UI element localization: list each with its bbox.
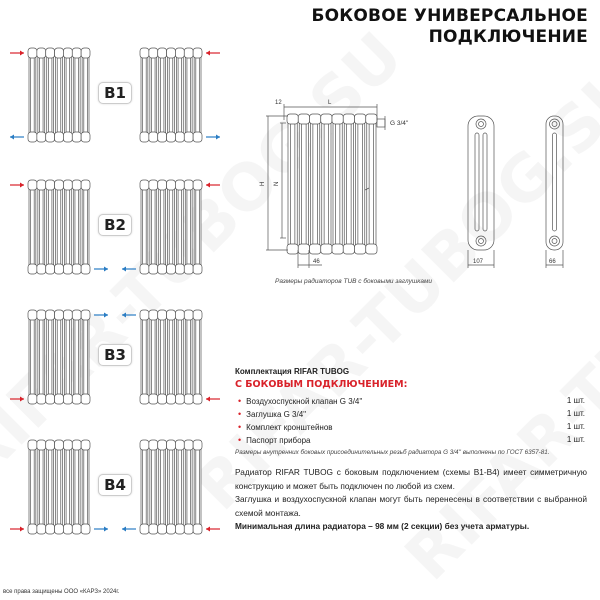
kit-section (235, 367, 585, 456)
radiator-left (28, 180, 90, 274)
kit-subheading: С БОКОВЫМ ПОДКЛЮЧЕНИЕМ: (235, 379, 408, 390)
supply-arrow-icon (10, 397, 24, 402)
description (235, 466, 587, 534)
dim-66: 66 (549, 259, 556, 265)
copyright-footer: все права защищены ООО «КАРЗ» 2024г. (3, 589, 120, 595)
scheme-label: B4 (98, 474, 132, 496)
kit-item-label: Заглушка G 3/4'' (246, 409, 307, 419)
supply-arrow-icon (10, 183, 24, 188)
scheme-label: B2 (98, 214, 132, 236)
kit-note: Размеры внутренних боковых присоединительных резьб радиатора G 3/4'' выполнены по ГОСТ 6357-81. (235, 449, 550, 456)
supply-arrow-icon (206, 183, 220, 188)
dim-107: 107 (473, 259, 484, 265)
kit-item (235, 420, 585, 433)
kit-item-name (238, 435, 310, 445)
supply-arrow-icon (206, 527, 220, 532)
return-arrow-icon (122, 313, 136, 318)
bullet-icon: • (238, 408, 242, 419)
return-arrow-icon (94, 527, 108, 532)
return-arrow-icon (94, 313, 108, 318)
radiator-right (140, 440, 202, 534)
side-view-107 (468, 116, 494, 268)
dim-h: H (260, 181, 266, 186)
kit-item (235, 394, 585, 407)
description-p2: Заглушка и воздухоспускной клапан могут быть перенесены в соответствии с выбранной схемой монтажа. (235, 494, 587, 518)
kit-item-name (238, 409, 306, 419)
return-arrow-icon (122, 267, 136, 272)
return-arrow-icon (122, 527, 136, 532)
radiator-right (140, 310, 202, 404)
kit-item (235, 407, 585, 420)
kit-list (235, 394, 585, 446)
dim-12: 12 (275, 100, 282, 106)
bullet-icon: • (238, 395, 242, 406)
radiator-left (28, 48, 90, 142)
supply-arrow-icon (206, 51, 220, 56)
title-line: ПОДКЛЮЧЕНИЕ (428, 27, 588, 47)
kit-item (235, 433, 585, 446)
front-view (266, 104, 385, 268)
scheme-label: B3 (98, 344, 132, 366)
side-view-66 (546, 116, 563, 268)
kit-item-name (238, 396, 362, 406)
kit-heading: Комплектация RIFAR TUBOG (235, 367, 350, 376)
kit-item-qty: 1 шт. (566, 396, 585, 405)
supply-arrow-icon (206, 397, 220, 402)
dim-n: N (274, 181, 280, 186)
supply-arrow-icon (10, 527, 24, 532)
dim-l: L (328, 100, 332, 106)
description-p3 (235, 520, 587, 534)
dimension-drawing (240, 90, 600, 280)
kit-item-qty: 1 шт. (566, 409, 585, 418)
return-arrow-icon (10, 135, 24, 140)
scheme-label: B1 (98, 82, 132, 104)
return-arrow-icon (94, 267, 108, 272)
radiator-left (28, 440, 90, 534)
min-length-note: Минимальная длина радиатора – 98 мм (2 секции) без учета арматуры. (235, 521, 530, 531)
title-line: БОКОВОЕ УНИВЕРСАЛЬНОЕ (311, 6, 588, 26)
thread-label: G 3/4'' (390, 120, 409, 127)
return-arrow-icon (206, 135, 220, 140)
kit-item-label: Паспорт прибора (246, 435, 311, 445)
radiator-right (140, 48, 202, 142)
kit-item-name (238, 422, 333, 432)
bullet-icon: • (238, 434, 242, 445)
kit-item-label: Комплект кронштейнов (246, 422, 333, 432)
radiator-front (287, 114, 377, 254)
description-p1: Радиатор RIFAR TUBOG с боковым подключением (схемы В1-В4) имеет симметричную конструкцию и может быть подключен по любой из схем. (235, 467, 587, 491)
radiator-left (28, 310, 90, 404)
radiator-right (140, 180, 202, 274)
kit-item-qty: 1 шт. (566, 435, 585, 444)
kit-item-label: Воздухоспускной клапан G 3/4'' (246, 396, 363, 406)
dim-46: 46 (313, 259, 320, 265)
page-title (312, 6, 589, 48)
kit-item-qty: 1 шт. (566, 422, 585, 431)
bullet-icon: • (238, 421, 242, 432)
supply-arrow-icon (10, 51, 24, 56)
drawing-caption: Размеры радиаторов TUB с боковыми заглушками (275, 278, 433, 285)
